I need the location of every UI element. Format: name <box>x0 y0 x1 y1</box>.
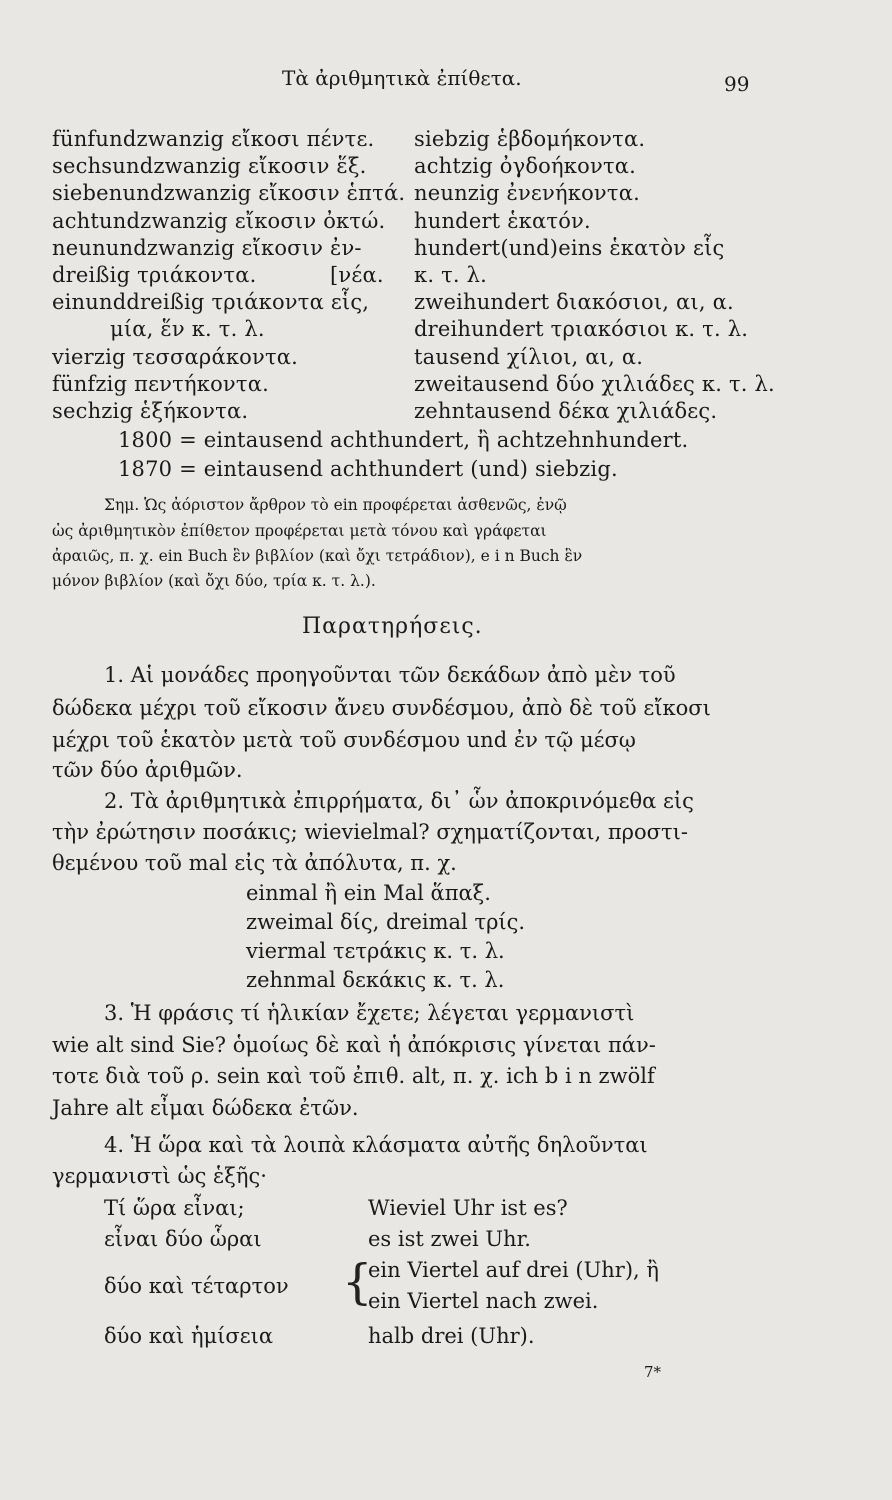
paragraph-line: wie alt sind Sie? ὁμοίως δὲ καὶ ἡ ἀπόκρισις γίνεται πάν- <box>52 1033 656 1057</box>
section-heading: Παρατηρήσεις. <box>302 614 483 639</box>
numeral-line: neunzig ἐνενήκοντα. <box>414 181 640 205</box>
numeral-line: neunundzwanzig εἴκοσιν ἐν- <box>52 236 362 260</box>
running-header: Τὰ ἀριθμητικὰ ἐπίθετα. <box>282 66 522 90</box>
time-greek: δύο καὶ τέταρτον <box>104 1274 289 1298</box>
numeral-line: fünfundzwanzig εἴκοσι πέντε. <box>52 127 375 151</box>
numeral-line: einunddreißig τριάκοντα εἷς, <box>52 290 370 314</box>
page-number: 99 <box>724 72 750 96</box>
numeral-line: μία, ἕν κ. τ. λ. <box>110 317 265 341</box>
numeral-line: hundert(und)eins ἑκατὸν εἷς <box>414 236 725 260</box>
time-greek: Τί ὥρα εἶναι; <box>104 1196 245 1220</box>
paragraph-line: γερμανιστὶ ὡς ἑξῆς· <box>52 1164 267 1188</box>
numeral-line: κ. τ. λ. <box>414 263 488 287</box>
numeral-line: hundert ἑκατόν. <box>414 209 591 233</box>
time-german: es ist zwei Uhr. <box>368 1227 531 1251</box>
signature-mark: 7* <box>644 1363 662 1381</box>
numeral-line: vierzig τεσσαράκοντα. <box>52 345 299 369</box>
numeral-line: fünfzig πεντήκοντα. <box>52 372 269 396</box>
brace-mark: { <box>342 1254 373 1310</box>
year-line: 1870 = eintausend achthundert (und) siebzig. <box>118 457 618 481</box>
numeral-line: achtzig ὀγδοήκοντα. <box>414 154 637 178</box>
time-german: ein Viertel auf drei (Uhr), ἢ <box>368 1258 659 1282</box>
numeral-line: siebzig ἑβδομήκοντα. <box>414 127 646 151</box>
numeral-line: dreihundert τριακόσιοι κ. τ. λ. <box>414 317 749 341</box>
numeral-line: sechzig ἑξήκοντα. <box>52 399 249 423</box>
year-line: 1800 = eintausend achthundert, ἢ achtzehnhundert. <box>118 428 689 452</box>
numeral-line: siebenundzwanzig εἴκοσιν ἑπτά. <box>52 181 406 205</box>
numeral-line-continuation: [νέα. <box>330 263 384 287</box>
paragraph-line: 2. Τὰ ἀριθμητικὰ ἐπιρρήματα, δι᾽ ὧν ἀποκρινόμεθα εἰς <box>104 789 694 813</box>
paragraph-line: τοτε διὰ τοῦ ρ. sein καὶ τοῦ ἐπιθ. alt, π. χ. ich b i n zwölf <box>52 1064 655 1088</box>
paragraph-line: 4. Ἡ ὥρα καὶ τὰ λοιπὰ κλάσματα αὐτῆς δηλοῦνται <box>104 1133 648 1157</box>
example-line: viermal τετράκις κ. τ. λ. <box>246 939 505 963</box>
paragraph-line: 1. Αἱ μονάδες προηγοῦνται τῶν δεκάδων ἀπὸ μὲν τοῦ <box>104 663 676 687</box>
time-german: halb drei (Uhr). <box>368 1324 535 1348</box>
time-german: ein Viertel nach zwei. <box>368 1289 599 1313</box>
paragraph-line: τὴν ἐρώτησιν ποσάκις; wievielmal? σχηματίζονται, προστι- <box>52 820 688 844</box>
paragraph-line: τῶν δύο ἀριθμῶν. <box>52 758 243 782</box>
numeral-line: zweihundert διακόσιοι, αι, α. <box>414 290 734 314</box>
remark-line: ὡς ἀριθμητικὸν ἐπίθετον προφέρεται μετὰ τόνου καὶ γράφεται <box>52 522 547 540</box>
paragraph-line: Jahre alt εἶμαι δώδεκα ἐτῶν. <box>52 1096 359 1120</box>
example-line: zweimal δίς, dreimal τρίς. <box>246 910 526 934</box>
paragraph-line: δώδεκα μέχρι τοῦ εἴκοσιν ἄνευ συνδέσμου, ἀπὸ δὲ τοῦ εἴκοσι <box>52 696 711 720</box>
time-german: Wieviel Uhr ist es? <box>368 1196 568 1220</box>
numeral-line: sechsundzwanzig εἴκοσιν ἕξ. <box>52 154 367 178</box>
remark-line: μόνον βιβλίον (καὶ ὄχι δύο, τρία κ. τ. λ.). <box>52 572 376 590</box>
numeral-line: zweitausend δύο χιλιάδες κ. τ. λ. <box>414 372 775 396</box>
paragraph-line: 3. Ἡ φράσις τί ἡλικίαν ἔχετε; λέγεται γερμανιστὶ <box>104 1001 635 1025</box>
example-line: einmal ἢ ein Mal ἅπαξ. <box>246 881 491 905</box>
paragraph-line: θεμένου τοῦ mal εἰς τὰ ἀπόλυτα, π. χ. <box>52 851 457 875</box>
numeral-line: dreißig τριάκοντα. <box>52 263 257 287</box>
example-line: zehnmal δεκάκις κ. τ. λ. <box>246 968 505 992</box>
time-greek: εἶναι δύο ὧραι <box>104 1227 262 1251</box>
numeral-line: zehntausend δέκα χιλιάδες. <box>414 399 718 423</box>
time-greek: δύο καὶ ἡμίσεια <box>104 1324 274 1348</box>
paragraph-line: μέχρι τοῦ ἑκατὸν μετὰ τοῦ συνδέσμου und ἐν τῷ μέσῳ <box>52 728 636 752</box>
remark-line: ἀραιῶς, π. χ. ein Buch ἓν βιβλίον (καὶ ὄχι τετράδιον), e i n Buch ἓν <box>52 547 583 565</box>
numeral-line: tausend χίλιοι, αι, α. <box>414 345 644 369</box>
numeral-line: achtundzwanzig εἴκοσιν ὀκτώ. <box>52 209 386 233</box>
remark-line: Σημ. Ὡς ἀόριστον ἄρθρον τὸ ein προφέρεται ἀσθενῶς, ἐνῷ <box>104 496 567 514</box>
